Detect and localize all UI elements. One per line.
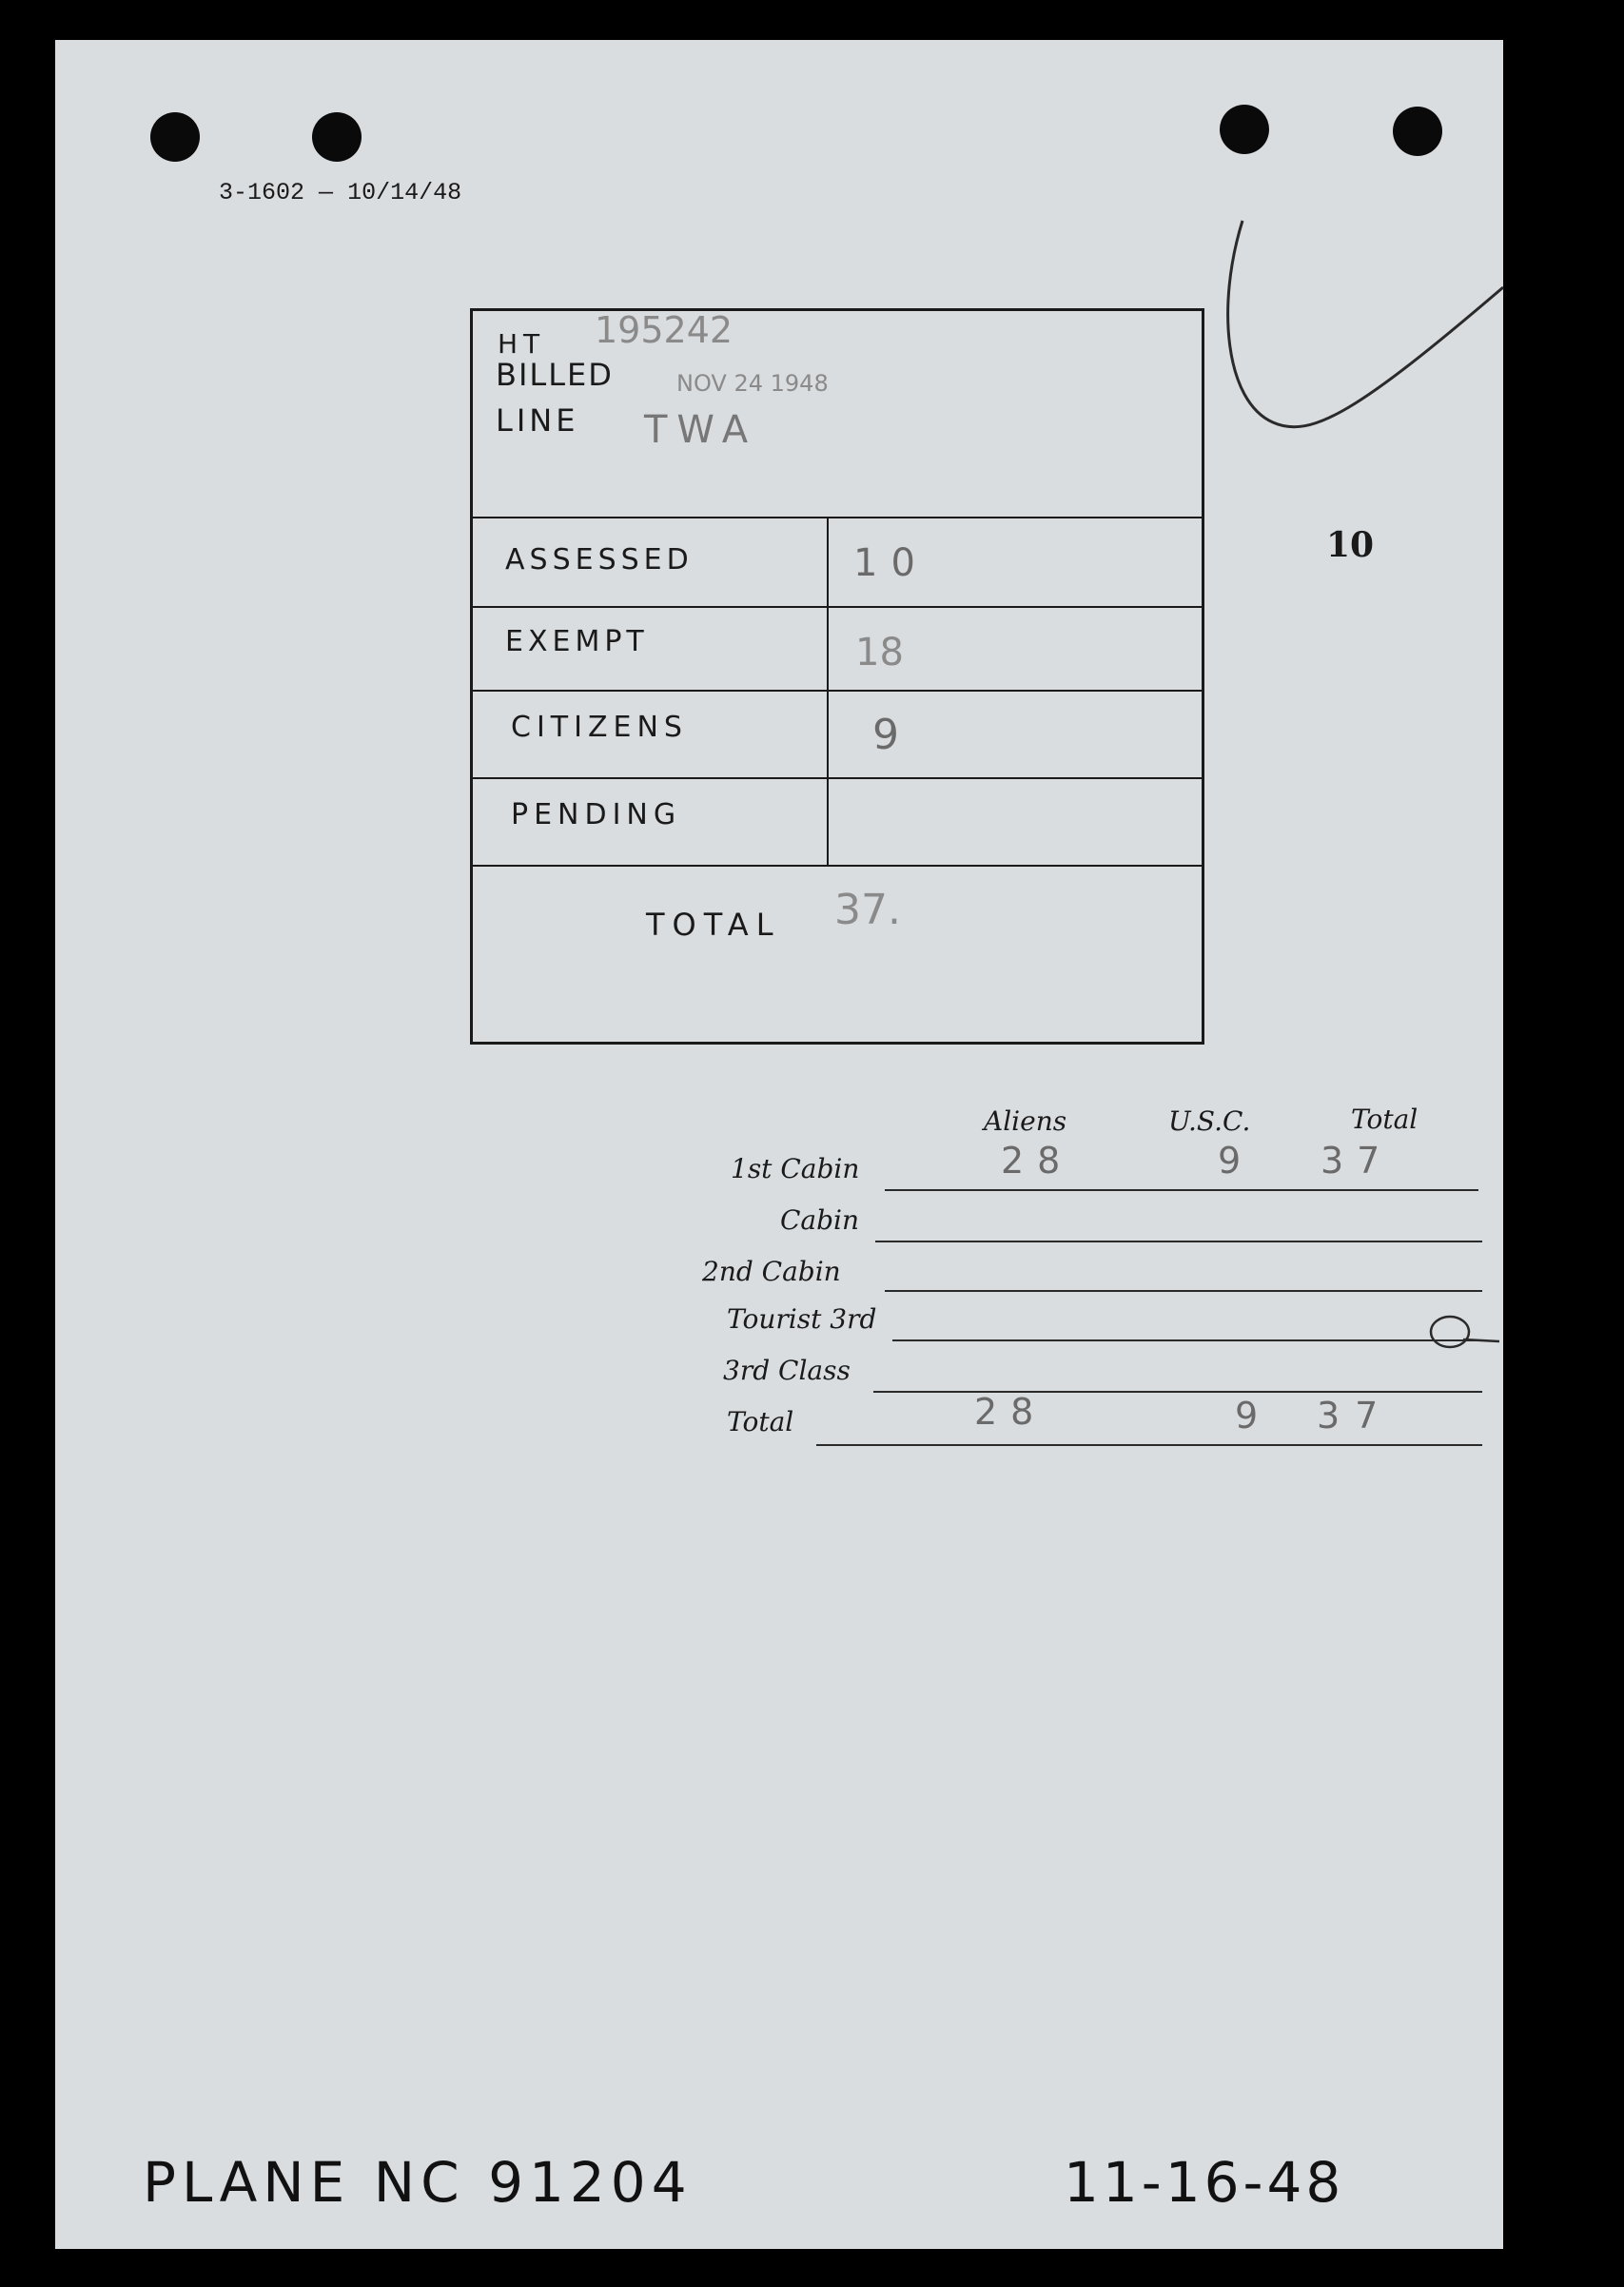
check-mark-icon [1197,173,1511,497]
box-divider [473,690,1202,692]
exempt-value: 18 [855,631,904,674]
tally-col-total: Total [1351,1104,1419,1135]
document-page [55,40,1503,2249]
citizens-label: CITIZENS [511,711,688,744]
assessed-value: 10 [853,541,929,585]
box-divider [473,517,1202,518]
pending-label: PENDING [511,798,682,831]
tally-row-line [873,1391,1482,1393]
tally-grand-total: 37 [1317,1395,1394,1437]
header-reference [219,179,461,206]
tally-row-label: Total [727,1406,794,1437]
tally-usc-value: 9 [1218,1140,1242,1182]
tally-row-line [885,1290,1482,1292]
exempt-label: EXEMPT [505,625,649,658]
total-label: TOTAL [646,907,781,943]
serial-stamp: 195242 [595,309,734,351]
tally-usc-total: 9 [1235,1395,1259,1437]
total-value: 37. [834,886,901,934]
box-divider [473,777,1202,779]
plane-number: PLANE NC 91204 [143,2150,693,2215]
tally-row-line [816,1444,1482,1446]
status-box [470,308,1204,1045]
tally-col-usc: U.S.C. [1168,1105,1251,1137]
tally-row-label: 2nd Cabin [702,1256,841,1287]
line-value: TWA [644,408,758,452]
tally-row-label: 3rd Class [723,1355,851,1386]
tally-aliens-total: 28 [974,1391,1047,1433]
tally-row-label: 1st Cabin [731,1153,860,1184]
billed-label: BILLED [496,357,614,393]
box-divider [473,865,1202,867]
punch-hole [1220,105,1269,154]
punch-hole [150,112,200,162]
date-stamp: NOV 24 1948 [676,370,829,397]
circle-mark-icon [1425,1311,1501,1359]
line-label: LINE [496,402,579,439]
margin-number: 10 [1326,525,1375,565]
punch-hole [1393,107,1442,156]
tally-row-line [875,1241,1482,1242]
ht-label: HT [498,328,546,360]
assessed-label: ASSESSED [505,543,694,577]
footer-date: 11-16-48 [1064,2150,1345,2215]
punch-hole [312,112,362,162]
tally-row-label: Tourist 3rd [727,1303,877,1335]
reference-number: 3-1602 [219,179,305,206]
citizens-value: 9 [872,711,899,759]
tally-row-line [892,1339,1482,1341]
tally-row-label: Cabin [780,1204,860,1236]
tally-row-line [885,1189,1478,1191]
tally-total-value: 37 [1321,1140,1394,1182]
box-column-divider [827,517,829,865]
tally-col-aliens: Aliens [984,1105,1067,1137]
box-divider [473,606,1202,608]
tally-aliens-value: 28 [1001,1140,1074,1182]
reference-date: 10/14/48 [347,179,462,206]
reference-dash: — [319,179,334,206]
